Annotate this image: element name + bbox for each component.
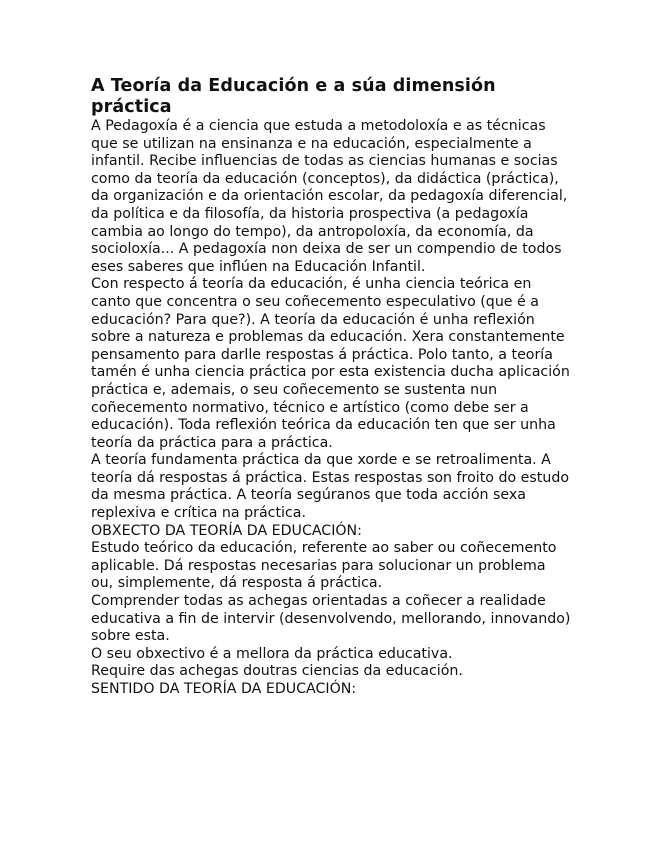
paragraph-pedagoxia-intro: A Pedagoxía é a ciencia que estuda a metodoloxía e as técnicas que se utilizan na ensinanza e na educación, especialmente a infantil. Recibe influencias de todas as ciencias humanas e socias como da teoría da educación (conceptos), da didáctica (práctica), da organización e da orientación escolar, da pedagoxía diferencial, da política e da filosofía, da historia prospectiva (a pedagoxía cambia ao longo do tempo), da antropoloxía, da economía, da socioloxía... A pedagoxía non deixa de ser un compendio de todos eses saberes que inflúen na Educación Infantil.	[91, 118, 568, 275]
paragraph-obxectivo: O seu obxectivo é a mellora da práctica educativa.	[91, 645, 453, 662]
paragraph-estudo-teorico: Estudo teórico da educación, referente ao saber ou coñecemento aplicable. Dá respostas necesarias para solucionar un problema ou, simplemente, dá resposta á práctica.	[91, 540, 557, 592]
section-heading-obxecto: OBXECTO DA TEORÍA DA EDUCACIÓN:	[91, 522, 362, 539]
paragraph-teoria-practica: A teoría fundamenta práctica da que xorde e se retroalimenta. A teoría dá respostas á práctica. Estas respostas son froito do estudo da mesma práctica. A teoría segúranos que toda acción sexa replexiva e crítica na práctica.	[91, 452, 570, 522]
paragraph-teoria-educacion: Con respecto á teoría da educación, é unha ciencia teórica en canto que concentra o seu coñecemento especulativo (que é a educación? Para que?). A teoría da educación é unha reflexión sobre a natureza e problemas da educación. Xera constantemente pensamento para darlle respostas á práctica. Polo tanto, a teoría tamén é unha ciencia práctica por esta existencia ducha aplicación práctica e, ademais, o seu coñecemento se sustenta nun coñecemento normativo, técnico e artístico (como debe ser a educación). Toda reflexión teórica da educación ten que ser unha teoría da práctica para a práctica.	[91, 276, 570, 451]
paragraph-comprender: Comprender todas as achegas orientadas a coñecer a realidade educativa a fin de intervir (desenvolvendo, mellorando, innovando) sobre esta.	[91, 593, 571, 645]
paragraph-require: Require das achegas doutras ciencias da educación.	[91, 663, 463, 680]
document-page	[91, 76, 571, 699]
section-heading-sentido: SENTIDO DA TEORÍA DA EDUCACIÓN:	[91, 681, 357, 697]
document-title: A Teoría da Educación e a súa dimensión práctica	[91, 76, 496, 117]
